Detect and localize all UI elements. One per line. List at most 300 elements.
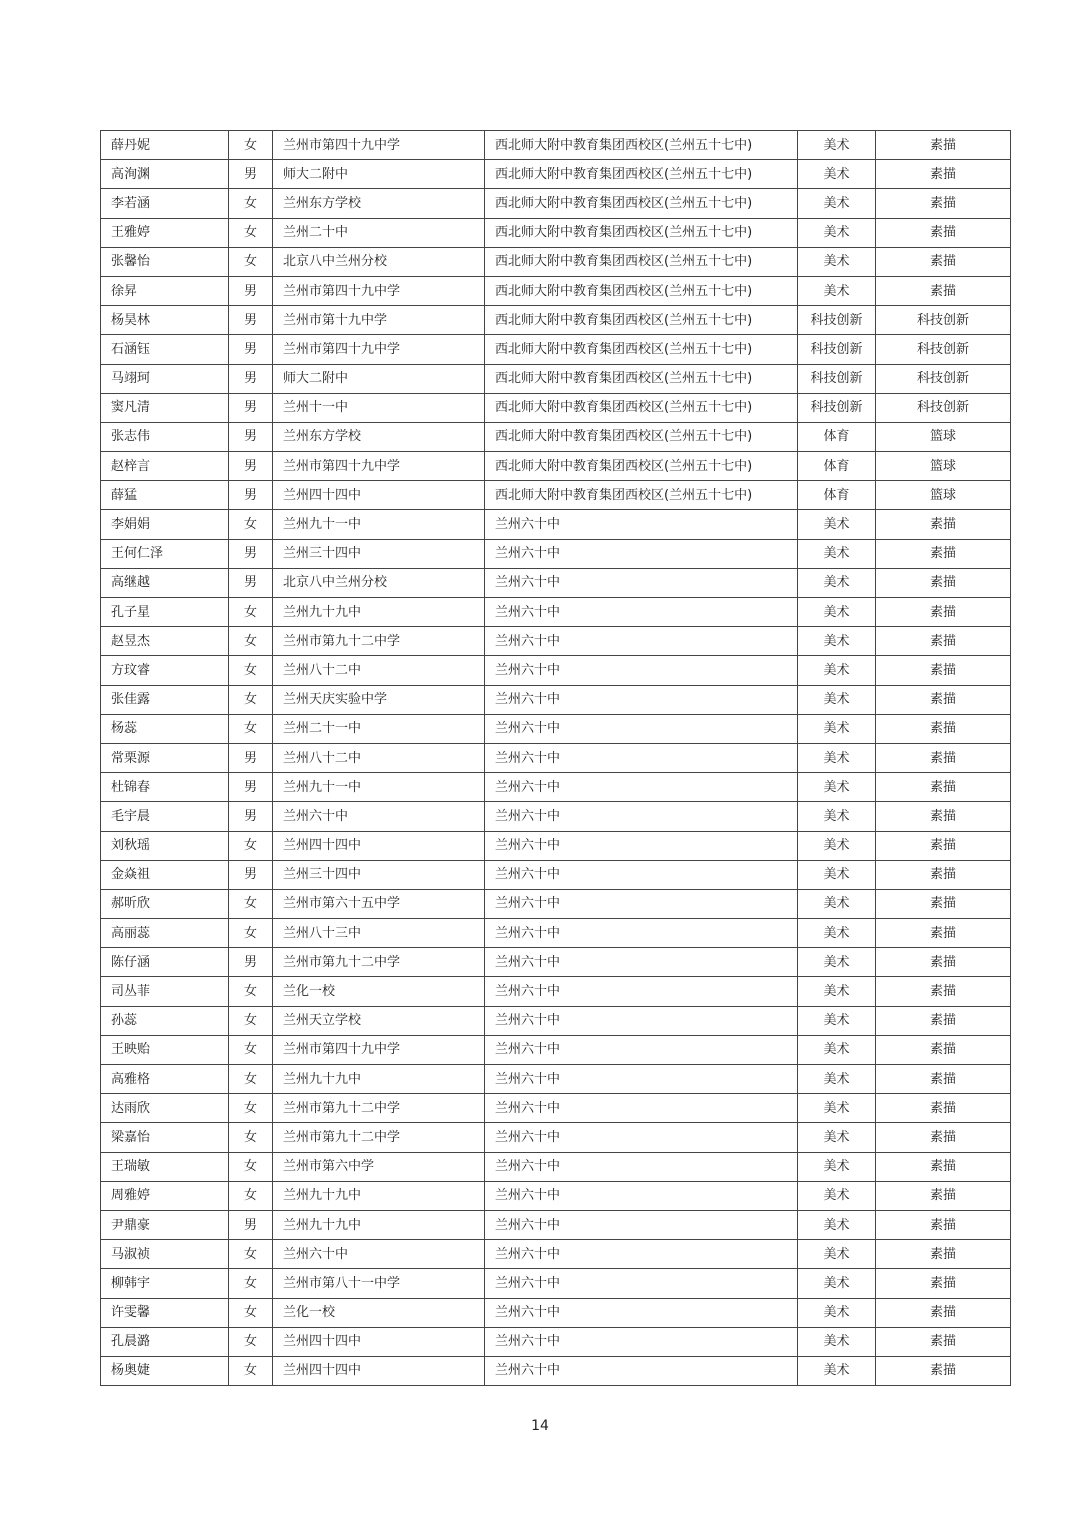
origin-school-cell: 兰州市第九十二中学 — [273, 1094, 485, 1123]
category-cell: 美术 — [798, 1152, 876, 1181]
subject-cell: 素描 — [876, 743, 1011, 772]
student-name-cell: 高继越 — [101, 568, 229, 597]
gender-cell: 女 — [229, 1094, 273, 1123]
student-name-cell: 陈仔涵 — [101, 948, 229, 977]
student-name-cell: 窦凡清 — [101, 393, 229, 422]
gender-cell: 男 — [229, 364, 273, 393]
gender-cell: 女 — [229, 247, 273, 276]
category-cell: 美术 — [798, 860, 876, 889]
origin-school-cell: 兰化一校 — [273, 1298, 485, 1327]
target-school-cell: 兰州六十中 — [485, 656, 798, 685]
table-row — [101, 1298, 1011, 1327]
subject-cell: 素描 — [876, 1065, 1011, 1094]
table-row — [101, 510, 1011, 539]
subject-cell: 素描 — [876, 889, 1011, 918]
gender-cell: 女 — [229, 1123, 273, 1152]
table-row — [101, 335, 1011, 364]
student-name-cell: 赵昱杰 — [101, 627, 229, 656]
target-school-cell: 西北师大附中教育集团西校区(兰州五十七中) — [485, 218, 798, 247]
table-row — [101, 422, 1011, 451]
subject-cell: 素描 — [876, 539, 1011, 568]
gender-cell: 男 — [229, 1210, 273, 1239]
target-school-cell: 兰州六十中 — [485, 685, 798, 714]
gender-cell: 女 — [229, 919, 273, 948]
subject-cell: 科技创新 — [876, 306, 1011, 335]
student-name-cell: 王瑞敏 — [101, 1152, 229, 1181]
student-name-cell: 赵梓言 — [101, 452, 229, 481]
subject-cell: 篮球 — [876, 481, 1011, 510]
category-cell: 美术 — [798, 627, 876, 656]
target-school-cell: 兰州六十中 — [485, 1094, 798, 1123]
subject-cell: 素描 — [876, 627, 1011, 656]
gender-cell: 男 — [229, 948, 273, 977]
gender-cell: 女 — [229, 1065, 273, 1094]
category-cell: 美术 — [798, 218, 876, 247]
category-cell: 体育 — [798, 422, 876, 451]
gender-cell: 女 — [229, 889, 273, 918]
student-name-cell: 薛丹妮 — [101, 131, 229, 160]
origin-school-cell: 兰州市第四十九中学 — [273, 1035, 485, 1064]
table-row — [101, 247, 1011, 276]
target-school-cell: 兰州六十中 — [485, 1240, 798, 1269]
table-row — [101, 1356, 1011, 1385]
table-row — [101, 276, 1011, 305]
table-row — [101, 860, 1011, 889]
student-name-cell: 杨蕊 — [101, 714, 229, 743]
category-cell: 美术 — [798, 1006, 876, 1035]
subject-cell: 素描 — [876, 1356, 1011, 1385]
gender-cell: 女 — [229, 977, 273, 1006]
category-cell: 美术 — [798, 685, 876, 714]
origin-school-cell: 兰州四十四中 — [273, 831, 485, 860]
table-row — [101, 218, 1011, 247]
origin-school-cell: 兰州九十九中 — [273, 598, 485, 627]
table-row — [101, 714, 1011, 743]
category-cell: 美术 — [798, 802, 876, 831]
origin-school-cell: 兰州天立学校 — [273, 1006, 485, 1035]
category-cell: 美术 — [798, 977, 876, 1006]
subject-cell: 素描 — [876, 919, 1011, 948]
origin-school-cell: 兰州四十四中 — [273, 481, 485, 510]
target-school-cell: 兰州六十中 — [485, 1181, 798, 1210]
category-cell: 美术 — [798, 919, 876, 948]
gender-cell: 男 — [229, 452, 273, 481]
table-row — [101, 1006, 1011, 1035]
gender-cell: 女 — [229, 627, 273, 656]
target-school-cell: 西北师大附中教育集团西校区(兰州五十七中) — [485, 189, 798, 218]
category-cell: 科技创新 — [798, 364, 876, 393]
subject-cell: 素描 — [876, 1006, 1011, 1035]
target-school-cell: 兰州六十中 — [485, 773, 798, 802]
origin-school-cell: 兰州九十一中 — [273, 773, 485, 802]
table-row — [101, 1065, 1011, 1094]
target-school-cell: 兰州六十中 — [485, 1210, 798, 1239]
gender-cell: 男 — [229, 335, 273, 364]
table-body — [101, 131, 1011, 1386]
student-name-cell: 许雯馨 — [101, 1298, 229, 1327]
gender-cell: 女 — [229, 510, 273, 539]
subject-cell: 素描 — [876, 948, 1011, 977]
origin-school-cell: 兰州九十九中 — [273, 1065, 485, 1094]
table-row — [101, 948, 1011, 977]
target-school-cell: 兰州六十中 — [485, 598, 798, 627]
gender-cell: 女 — [229, 218, 273, 247]
table-row — [101, 160, 1011, 189]
gender-cell: 女 — [229, 1152, 273, 1181]
origin-school-cell: 兰州八十二中 — [273, 743, 485, 772]
category-cell: 美术 — [798, 1065, 876, 1094]
target-school-cell: 兰州六十中 — [485, 919, 798, 948]
student-name-cell: 石涵钰 — [101, 335, 229, 364]
category-cell: 体育 — [798, 452, 876, 481]
target-school-cell: 兰州六十中 — [485, 627, 798, 656]
category-cell: 美术 — [798, 1210, 876, 1239]
table-row — [101, 1210, 1011, 1239]
target-school-cell: 兰州六十中 — [485, 510, 798, 539]
origin-school-cell: 兰州十一中 — [273, 393, 485, 422]
student-name-cell: 杜锦春 — [101, 773, 229, 802]
category-cell: 美术 — [798, 714, 876, 743]
table-row — [101, 131, 1011, 160]
student-name-cell: 高雅格 — [101, 1065, 229, 1094]
category-cell: 科技创新 — [798, 393, 876, 422]
subject-cell: 素描 — [876, 189, 1011, 218]
subject-cell: 素描 — [876, 1152, 1011, 1181]
gender-cell: 男 — [229, 276, 273, 305]
target-school-cell: 西北师大附中教育集团西校区(兰州五十七中) — [485, 452, 798, 481]
target-school-cell: 西北师大附中教育集团西校区(兰州五十七中) — [485, 247, 798, 276]
student-name-cell: 高洵渊 — [101, 160, 229, 189]
student-name-cell: 杨昊林 — [101, 306, 229, 335]
category-cell: 体育 — [798, 481, 876, 510]
table-row — [101, 1269, 1011, 1298]
page-number: 14 — [531, 1418, 549, 1434]
table-row — [101, 1181, 1011, 1210]
subject-cell: 素描 — [876, 510, 1011, 539]
category-cell: 科技创新 — [798, 306, 876, 335]
gender-cell: 男 — [229, 422, 273, 451]
student-name-cell: 达雨欣 — [101, 1094, 229, 1123]
category-cell: 美术 — [798, 1298, 876, 1327]
category-cell: 美术 — [798, 1240, 876, 1269]
subject-cell: 素描 — [876, 131, 1011, 160]
subject-cell: 素描 — [876, 831, 1011, 860]
subject-cell: 素描 — [876, 568, 1011, 597]
student-name-cell: 李娟娟 — [101, 510, 229, 539]
origin-school-cell: 师大二附中 — [273, 160, 485, 189]
origin-school-cell: 兰州九十九中 — [273, 1181, 485, 1210]
subject-cell: 科技创新 — [876, 335, 1011, 364]
student-name-cell: 高丽蕊 — [101, 919, 229, 948]
gender-cell: 男 — [229, 393, 273, 422]
table-row — [101, 393, 1011, 422]
subject-cell: 科技创新 — [876, 393, 1011, 422]
category-cell: 美术 — [798, 598, 876, 627]
table-row — [101, 1094, 1011, 1123]
student-name-cell: 毛宇晨 — [101, 802, 229, 831]
origin-school-cell: 兰州市第四十九中学 — [273, 131, 485, 160]
origin-school-cell: 兰州市第九十二中学 — [273, 627, 485, 656]
gender-cell: 女 — [229, 714, 273, 743]
target-school-cell: 兰州六十中 — [485, 1298, 798, 1327]
category-cell: 美术 — [798, 1327, 876, 1356]
origin-school-cell: 兰州六十中 — [273, 1240, 485, 1269]
target-school-cell: 兰州六十中 — [485, 977, 798, 1006]
origin-school-cell: 兰州二十一中 — [273, 714, 485, 743]
gender-cell: 男 — [229, 743, 273, 772]
gender-cell: 男 — [229, 568, 273, 597]
table-row — [101, 802, 1011, 831]
origin-school-cell: 兰州六十中 — [273, 802, 485, 831]
gender-cell: 男 — [229, 481, 273, 510]
category-cell: 美术 — [798, 656, 876, 685]
target-school-cell: 兰州六十中 — [485, 1152, 798, 1181]
origin-school-cell: 兰州八十三中 — [273, 919, 485, 948]
subject-cell: 素描 — [876, 773, 1011, 802]
student-name-cell: 孔子星 — [101, 598, 229, 627]
table-row — [101, 1152, 1011, 1181]
origin-school-cell: 兰州市第六中学 — [273, 1152, 485, 1181]
origin-school-cell: 北京八中兰州分校 — [273, 247, 485, 276]
origin-school-cell: 师大二附中 — [273, 364, 485, 393]
student-name-cell: 王何仁泽 — [101, 539, 229, 568]
origin-school-cell: 兰化一校 — [273, 977, 485, 1006]
gender-cell: 女 — [229, 1006, 273, 1035]
category-cell: 美术 — [798, 510, 876, 539]
target-school-cell: 兰州六十中 — [485, 802, 798, 831]
category-cell: 美术 — [798, 539, 876, 568]
category-cell: 美术 — [798, 189, 876, 218]
student-name-cell: 张志伟 — [101, 422, 229, 451]
subject-cell: 素描 — [876, 218, 1011, 247]
student-name-cell: 尹鼎豪 — [101, 1210, 229, 1239]
student-name-cell: 常栗源 — [101, 743, 229, 772]
origin-school-cell: 兰州市第十九中学 — [273, 306, 485, 335]
category-cell: 美术 — [798, 1181, 876, 1210]
category-cell: 美术 — [798, 1123, 876, 1152]
student-name-cell: 郝昕欣 — [101, 889, 229, 918]
gender-cell: 男 — [229, 539, 273, 568]
student-name-cell: 刘秋瑶 — [101, 831, 229, 860]
student-name-cell: 马翊珂 — [101, 364, 229, 393]
subject-cell: 素描 — [876, 598, 1011, 627]
student-name-cell: 李若涵 — [101, 189, 229, 218]
student-name-cell: 孔晨潞 — [101, 1327, 229, 1356]
table-row — [101, 773, 1011, 802]
origin-school-cell: 兰州九十一中 — [273, 510, 485, 539]
target-school-cell: 兰州六十中 — [485, 831, 798, 860]
target-school-cell: 兰州六十中 — [485, 1006, 798, 1035]
origin-school-cell: 兰州二十中 — [273, 218, 485, 247]
category-cell: 美术 — [798, 247, 876, 276]
target-school-cell: 西北师大附中教育集团西校区(兰州五十七中) — [485, 364, 798, 393]
subject-cell: 篮球 — [876, 422, 1011, 451]
origin-school-cell: 兰州市第四十九中学 — [273, 452, 485, 481]
gender-cell: 女 — [229, 656, 273, 685]
target-school-cell: 西北师大附中教育集团西校区(兰州五十七中) — [485, 276, 798, 305]
target-school-cell: 西北师大附中教育集团西校区(兰州五十七中) — [485, 422, 798, 451]
category-cell: 美术 — [798, 1094, 876, 1123]
category-cell: 美术 — [798, 131, 876, 160]
subject-cell: 篮球 — [876, 452, 1011, 481]
student-name-cell: 周雅婷 — [101, 1181, 229, 1210]
target-school-cell: 兰州六十中 — [485, 1065, 798, 1094]
target-school-cell: 兰州六十中 — [485, 1327, 798, 1356]
target-school-cell: 西北师大附中教育集团西校区(兰州五十七中) — [485, 131, 798, 160]
category-cell: 美术 — [798, 1356, 876, 1385]
origin-school-cell: 兰州八十二中 — [273, 656, 485, 685]
subject-cell: 素描 — [876, 860, 1011, 889]
student-name-cell: 孙蕊 — [101, 1006, 229, 1035]
table-row — [101, 743, 1011, 772]
category-cell: 美术 — [798, 160, 876, 189]
table-row — [101, 919, 1011, 948]
table-row — [101, 1123, 1011, 1152]
category-cell: 美术 — [798, 743, 876, 772]
target-school-cell: 西北师大附中教育集团西校区(兰州五十七中) — [485, 160, 798, 189]
origin-school-cell: 兰州天庆实验中学 — [273, 685, 485, 714]
category-cell: 美术 — [798, 948, 876, 977]
student-name-cell: 徐昇 — [101, 276, 229, 305]
subject-cell: 素描 — [876, 1327, 1011, 1356]
subject-cell: 素描 — [876, 977, 1011, 1006]
student-name-cell: 柳韩宇 — [101, 1269, 229, 1298]
subject-cell: 素描 — [876, 802, 1011, 831]
category-cell: 美术 — [798, 276, 876, 305]
target-school-cell: 兰州六十中 — [485, 714, 798, 743]
gender-cell: 女 — [229, 1269, 273, 1298]
table-row — [101, 539, 1011, 568]
category-cell: 美术 — [798, 773, 876, 802]
origin-school-cell: 兰州三十四中 — [273, 860, 485, 889]
target-school-cell: 兰州六十中 — [485, 889, 798, 918]
gender-cell: 女 — [229, 189, 273, 218]
student-name-cell: 马淑祯 — [101, 1240, 229, 1269]
origin-school-cell: 兰州市第六十五中学 — [273, 889, 485, 918]
origin-school-cell: 兰州市第八十一中学 — [273, 1269, 485, 1298]
origin-school-cell: 兰州市第九十二中学 — [273, 1123, 485, 1152]
table-row — [101, 452, 1011, 481]
origin-school-cell: 北京八中兰州分校 — [273, 568, 485, 597]
origin-school-cell: 兰州市第四十九中学 — [273, 335, 485, 364]
category-cell: 美术 — [798, 831, 876, 860]
gender-cell: 男 — [229, 306, 273, 335]
origin-school-cell: 兰州东方学校 — [273, 189, 485, 218]
subject-cell: 素描 — [876, 1240, 1011, 1269]
origin-school-cell: 兰州九十九中 — [273, 1210, 485, 1239]
origin-school-cell: 兰州三十四中 — [273, 539, 485, 568]
category-cell: 美术 — [798, 568, 876, 597]
origin-school-cell: 兰州四十四中 — [273, 1327, 485, 1356]
subject-cell: 素描 — [876, 1210, 1011, 1239]
subject-cell: 素描 — [876, 1035, 1011, 1064]
gender-cell: 女 — [229, 831, 273, 860]
target-school-cell: 兰州六十中 — [485, 539, 798, 568]
gender-cell: 女 — [229, 131, 273, 160]
student-name-cell: 张佳露 — [101, 685, 229, 714]
subject-cell: 素描 — [876, 1123, 1011, 1152]
table-row — [101, 685, 1011, 714]
table-row — [101, 627, 1011, 656]
subject-cell: 素描 — [876, 247, 1011, 276]
target-school-cell: 兰州六十中 — [485, 1269, 798, 1298]
student-name-cell: 金焱祖 — [101, 860, 229, 889]
gender-cell: 男 — [229, 160, 273, 189]
subject-cell: 素描 — [876, 1269, 1011, 1298]
subject-cell: 素描 — [876, 1094, 1011, 1123]
gender-cell: 男 — [229, 860, 273, 889]
student-name-cell: 王雅婷 — [101, 218, 229, 247]
gender-cell: 女 — [229, 1240, 273, 1269]
table-row — [101, 1327, 1011, 1356]
target-school-cell: 西北师大附中教育集团西校区(兰州五十七中) — [485, 306, 798, 335]
gender-cell: 男 — [229, 802, 273, 831]
category-cell: 科技创新 — [798, 335, 876, 364]
subject-cell: 素描 — [876, 714, 1011, 743]
student-name-cell: 王映贻 — [101, 1035, 229, 1064]
student-name-cell: 梁嘉怡 — [101, 1123, 229, 1152]
category-cell: 美术 — [798, 1035, 876, 1064]
subject-cell: 素描 — [876, 656, 1011, 685]
gender-cell: 女 — [229, 1035, 273, 1064]
subject-cell: 素描 — [876, 685, 1011, 714]
student-name-cell: 杨奥婕 — [101, 1356, 229, 1385]
table-row — [101, 481, 1011, 510]
subject-cell: 素描 — [876, 1298, 1011, 1327]
table-row — [101, 889, 1011, 918]
table-row — [101, 189, 1011, 218]
target-school-cell: 兰州六十中 — [485, 568, 798, 597]
gender-cell: 女 — [229, 598, 273, 627]
table-row — [101, 977, 1011, 1006]
subject-cell: 素描 — [876, 1181, 1011, 1210]
target-school-cell: 兰州六十中 — [485, 948, 798, 977]
subject-cell: 素描 — [876, 160, 1011, 189]
student-name-cell: 方玟睿 — [101, 656, 229, 685]
subject-cell: 科技创新 — [876, 364, 1011, 393]
origin-school-cell: 兰州市第四十九中学 — [273, 276, 485, 305]
category-cell: 美术 — [798, 889, 876, 918]
gender-cell: 女 — [229, 1356, 273, 1385]
origin-school-cell: 兰州四十四中 — [273, 1356, 485, 1385]
gender-cell: 女 — [229, 1181, 273, 1210]
student-list-table — [100, 130, 1011, 1386]
student-name-cell: 张馨怡 — [101, 247, 229, 276]
gender-cell: 女 — [229, 1327, 273, 1356]
gender-cell: 女 — [229, 685, 273, 714]
category-cell: 美术 — [798, 1269, 876, 1298]
table-row — [101, 831, 1011, 860]
subject-cell: 素描 — [876, 276, 1011, 305]
student-name-cell: 司丛菲 — [101, 977, 229, 1006]
table-row — [101, 1240, 1011, 1269]
target-school-cell: 兰州六十中 — [485, 743, 798, 772]
target-school-cell: 兰州六十中 — [485, 1123, 798, 1152]
target-school-cell: 兰州六十中 — [485, 1356, 798, 1385]
student-name-cell: 薛猛 — [101, 481, 229, 510]
table-row — [101, 364, 1011, 393]
target-school-cell: 兰州六十中 — [485, 1035, 798, 1064]
target-school-cell: 西北师大附中教育集团西校区(兰州五十七中) — [485, 335, 798, 364]
origin-school-cell: 兰州东方学校 — [273, 422, 485, 451]
gender-cell: 女 — [229, 1298, 273, 1327]
target-school-cell: 西北师大附中教育集团西校区(兰州五十七中) — [485, 481, 798, 510]
target-school-cell: 西北师大附中教育集团西校区(兰州五十七中) — [485, 393, 798, 422]
table-row — [101, 306, 1011, 335]
table-row — [101, 568, 1011, 597]
table-row — [101, 598, 1011, 627]
target-school-cell: 兰州六十中 — [485, 860, 798, 889]
